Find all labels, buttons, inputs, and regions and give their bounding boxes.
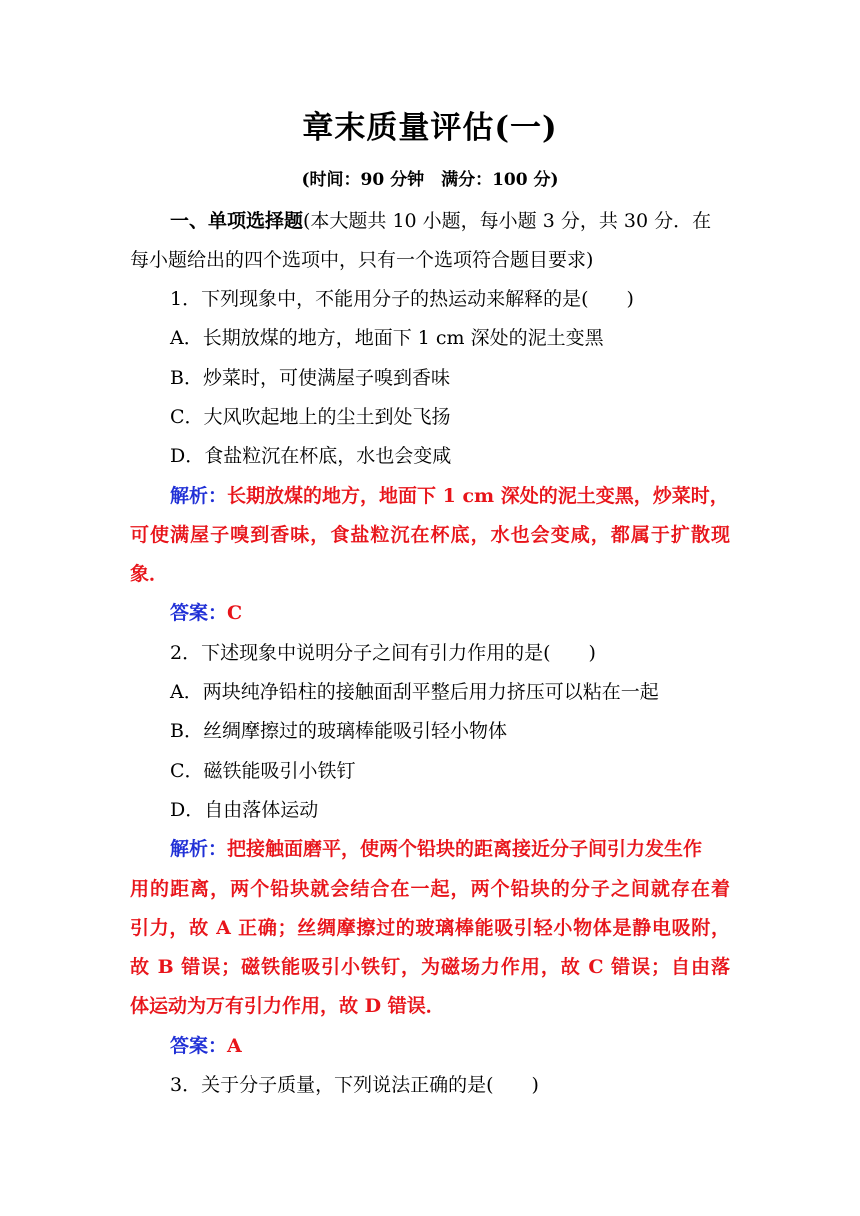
question-2-option-d: D．自由落体运动	[170, 799, 319, 821]
question-1-analysis-line-2: 可使满屋子嗅到香味，食盐粒沉在杯底，水也会变咸，都属于扩散现	[130, 524, 730, 546]
section-heading-line	[170, 208, 711, 234]
question-2-analysis-line-1	[170, 836, 730, 862]
question-2-answer	[170, 1033, 242, 1059]
question-1-analysis-line-3: 象．	[130, 563, 169, 585]
question-2-stem: 2．下述现象中说明分子之间有引力作用的是( )	[170, 642, 596, 664]
question-2-analysis-line-3: 引力，故 A 正确；丝绸摩擦过的玻璃棒能吸引轻小物体是静电吸附，	[130, 917, 730, 939]
question-1-option-b: B．炒菜时，可使满屋子嗅到香味	[170, 367, 450, 389]
question-2-analysis-line-4: 故 B 错误；磁铁能吸引小铁钉，为磁场力作用，故 C 错误；自由落	[130, 956, 730, 978]
analysis-text: 把接触面磨平，使两个铅块的距离接近分子间引力发生作	[227, 838, 703, 860]
section-description-2: 每小题给出的四个选项中，只有一个选项符合题目要求)	[130, 249, 594, 271]
answer-label: 答案：	[170, 602, 228, 624]
section-description: (本大题共 10 小题，每小题 3 分，共 30 分．在	[303, 210, 712, 232]
question-3-stem: 3．关于分子质量，下列说法正确的是( )	[170, 1074, 539, 1096]
question-1-answer	[170, 600, 242, 626]
question-2-option-a: A．两块纯净铅柱的接触面刮平整后用力挤压可以粘在一起	[170, 681, 659, 703]
analysis-label: 解析：	[170, 485, 228, 507]
answer-value: C	[227, 602, 243, 624]
answer-value: A	[227, 1035, 242, 1057]
analysis-text: 长期放煤的地方，地面下 1 cm 深处的泥土变黑，炒菜时，	[227, 485, 729, 507]
page-title: 章末质量评估(一)	[302, 110, 558, 146]
exam-info: (时间：90 分钟 满分：100 分)	[301, 170, 559, 190]
question-2-analysis-line-5: 体运动为万有引力作用，故 D 错误．	[130, 995, 445, 1017]
question-2-option-c: C．磁铁能吸引小铁钉	[170, 760, 356, 782]
section-heading: 一、单项选择题	[170, 210, 304, 232]
question-1-option-c: C．大风吹起地上的尘土到处飞扬	[170, 406, 451, 428]
question-2-analysis-line-2: 用的距离，两个铅块就会结合在一起，两个铅块的分子之间就存在着	[130, 878, 730, 900]
answer-label: 答案：	[170, 1035, 228, 1057]
question-1-option-a: A．长期放煤的地方，地面下 1 cm 深处的泥土变黑	[170, 327, 604, 349]
question-1-analysis-line-1	[170, 483, 730, 509]
analysis-label: 解析：	[170, 838, 228, 860]
question-1-option-d: D．食盐粒沉在杯底，水也会变咸	[170, 445, 452, 467]
question-2-option-b: B．丝绸摩擦过的玻璃棒能吸引轻小物体	[170, 720, 507, 742]
question-1-stem: 1．下列现象中，不能用分子的热运动来解释的是( )	[170, 288, 634, 310]
